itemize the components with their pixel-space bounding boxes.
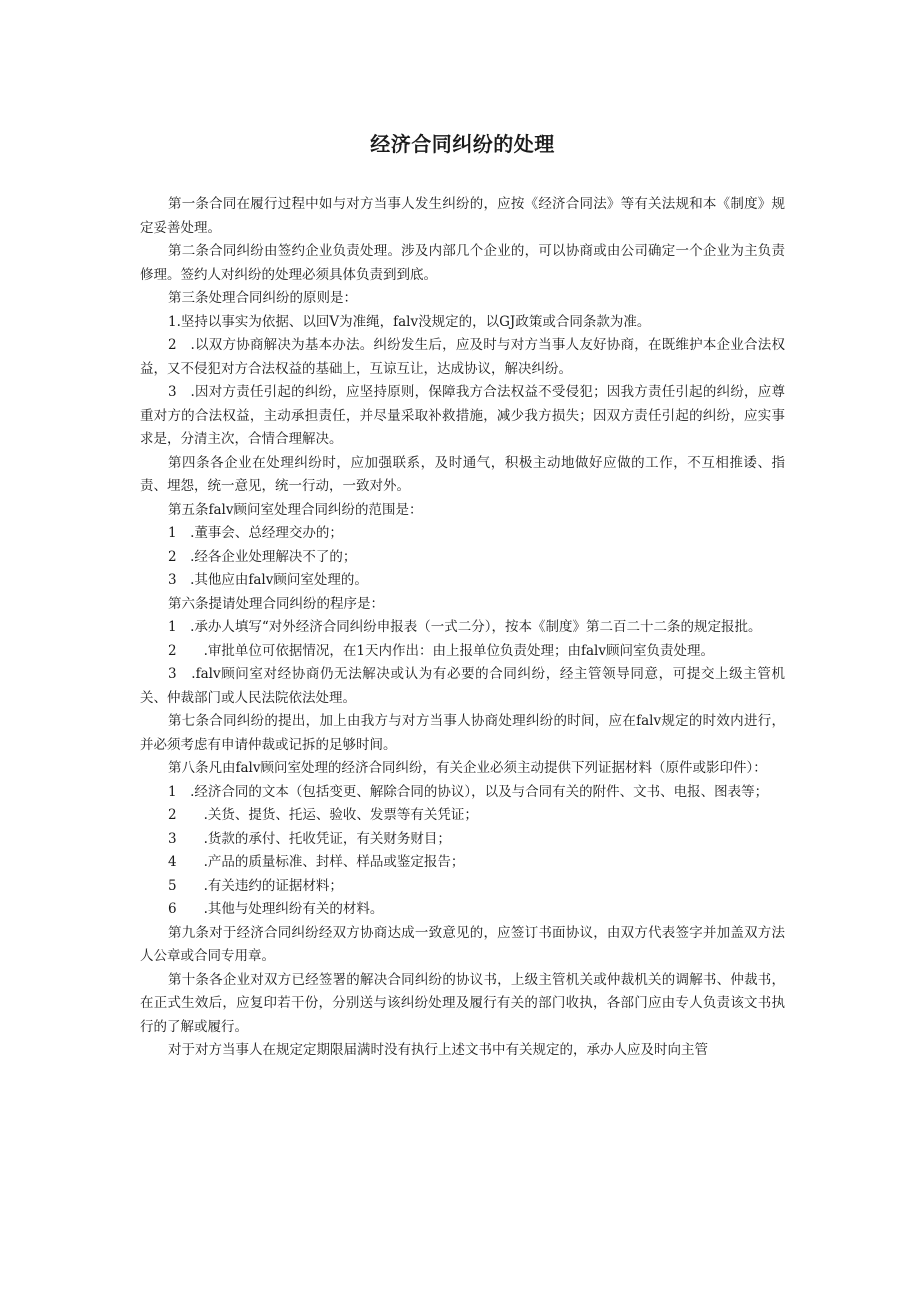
document-page (140, 128, 785, 1063)
paragraph: 1 .董事会、总经理交办的； (168, 525, 343, 541)
paragraph: 3 .其他应由falv顾问室处理的。 (168, 572, 368, 588)
paragraph: 对于对方当事人在规定定期限届满时没有执行上述文书中有关规定的，承办人应及时向主管 (168, 1042, 708, 1058)
paragraph: 2 .经各企业处理解决不了的； (168, 548, 357, 565)
paragraph: 2 .审批单位可依据情况，在1天内作出：由上报单位负责处理；由falv顾问室负责处理。 (168, 642, 714, 659)
paragraph: 第六条提请处理合同纠纷的程序是： (168, 595, 384, 612)
document-title: 经济合同纠纷的处理 (370, 132, 555, 156)
paragraph: 1.坚持以事实为依据、以回V为准绳，falv没规定的，以GJ政策或合同条款为准。 (168, 313, 651, 330)
paragraph: 第三条处理合同纠纷的原则是： (168, 290, 357, 306)
paragraph: 5 .有关违约的证据材料； (168, 877, 343, 894)
paragraph: 第二条合同纠纷由签约企业负责处理。涉及内部几个企业的，可以协商或由公司确定一个企业为主负责修理。签约人对纠纷的处理必须具体负责到到底。 (140, 243, 785, 283)
paragraph: 2 .以双方协商解决为基本办法。纠纷发生后，应及时与对方当事人友好协商，在既维护本企业合法权益，又不侵犯对方合法权益的基础上，互谅互让，达成协议，解决纠纷。 (140, 337, 785, 377)
document-body (140, 193, 785, 1063)
paragraph: 3 .货款的承付、托收凭证，有关财务财目； (168, 830, 451, 847)
paragraph: 第五条falv顾问室处理合同纠纷的范围是： (168, 501, 423, 518)
paragraph: 第四条各企业在处理纠纷时，应加强联系，及时通气，积极主动地做好应做的工作，不互相推诿、指责、埋怨，统一意见，统一行动，一致对外。 (140, 454, 785, 494)
paragraph: 第七条合同纠纷的提出，加上由我方与对方当事人协商处理纠纷的时间，应在falv规定的时效内进行，并必须考虑有申请仲裁或记拆的足够时间。 (140, 713, 785, 753)
paragraph: 第一条合同在履行过程中如与对方当事人发生纠纷的，应按《经济合同法》等有关法规和本《制度》规定妥善处理。 (140, 196, 785, 236)
paragraph: 第十条各企业对双方已经签署的解决合同纠纷的协议书，上级主管机关或仲裁机关的调解书、仲裁书，在正式生效后，应复印若干份，分别送与该纠纷处理及履行有关的部门收执，各部门应由专人负责该文书执行的了解或履行。 (140, 971, 785, 1035)
paragraph: 6 .其他与处理纠纷有关的材料。 (168, 901, 384, 917)
paragraph: 4 .产品的质量标准、封样、样品或鉴定报告； (168, 854, 465, 870)
paragraph: 1 .承办人填写“对外经济合同纠纷申报表（一式二分），按本《制度》第二百二十二条的规定报批。 (168, 619, 762, 635)
paragraph: 3 .falv顾问室对经协商仍无法解决或认为有必要的合同纠纷，经主管领导同意，可提交上级主管机关、仲裁部门或人民法院依法处理。 (140, 666, 785, 706)
paragraph: 第九条对于经济合同纠纷经双方协商达成一致意见的，应签订书面协议，由双方代表签字并加盖双方法人公章或合同专用章。 (140, 924, 785, 964)
paragraph: 3 .因对方责任引起的纠纷，应坚持原则，保障我方合法权益不受侵犯；因我方责任引起的纠纷，应尊重对方的合法权益，主动承担责任，并尽量采取补救措施，减少我方损失；因双方责任引起的纠纷，应实事求是，分清主次，合情合理解决。 (140, 384, 785, 447)
paragraph: 2 .关货、提货、托运、验收、发票等有关凭证； (168, 807, 478, 823)
paragraph: 1 .经济合同的文本（包括变更、解除合同的协议），以及与合同有关的附件、文书、电报、图表等； (168, 783, 769, 800)
paragraph: 第八条凡由falv顾问室处理的经济合同纠纷，有关企业必须主动提供下列证据材料（原件或影印件）： (168, 760, 767, 776)
